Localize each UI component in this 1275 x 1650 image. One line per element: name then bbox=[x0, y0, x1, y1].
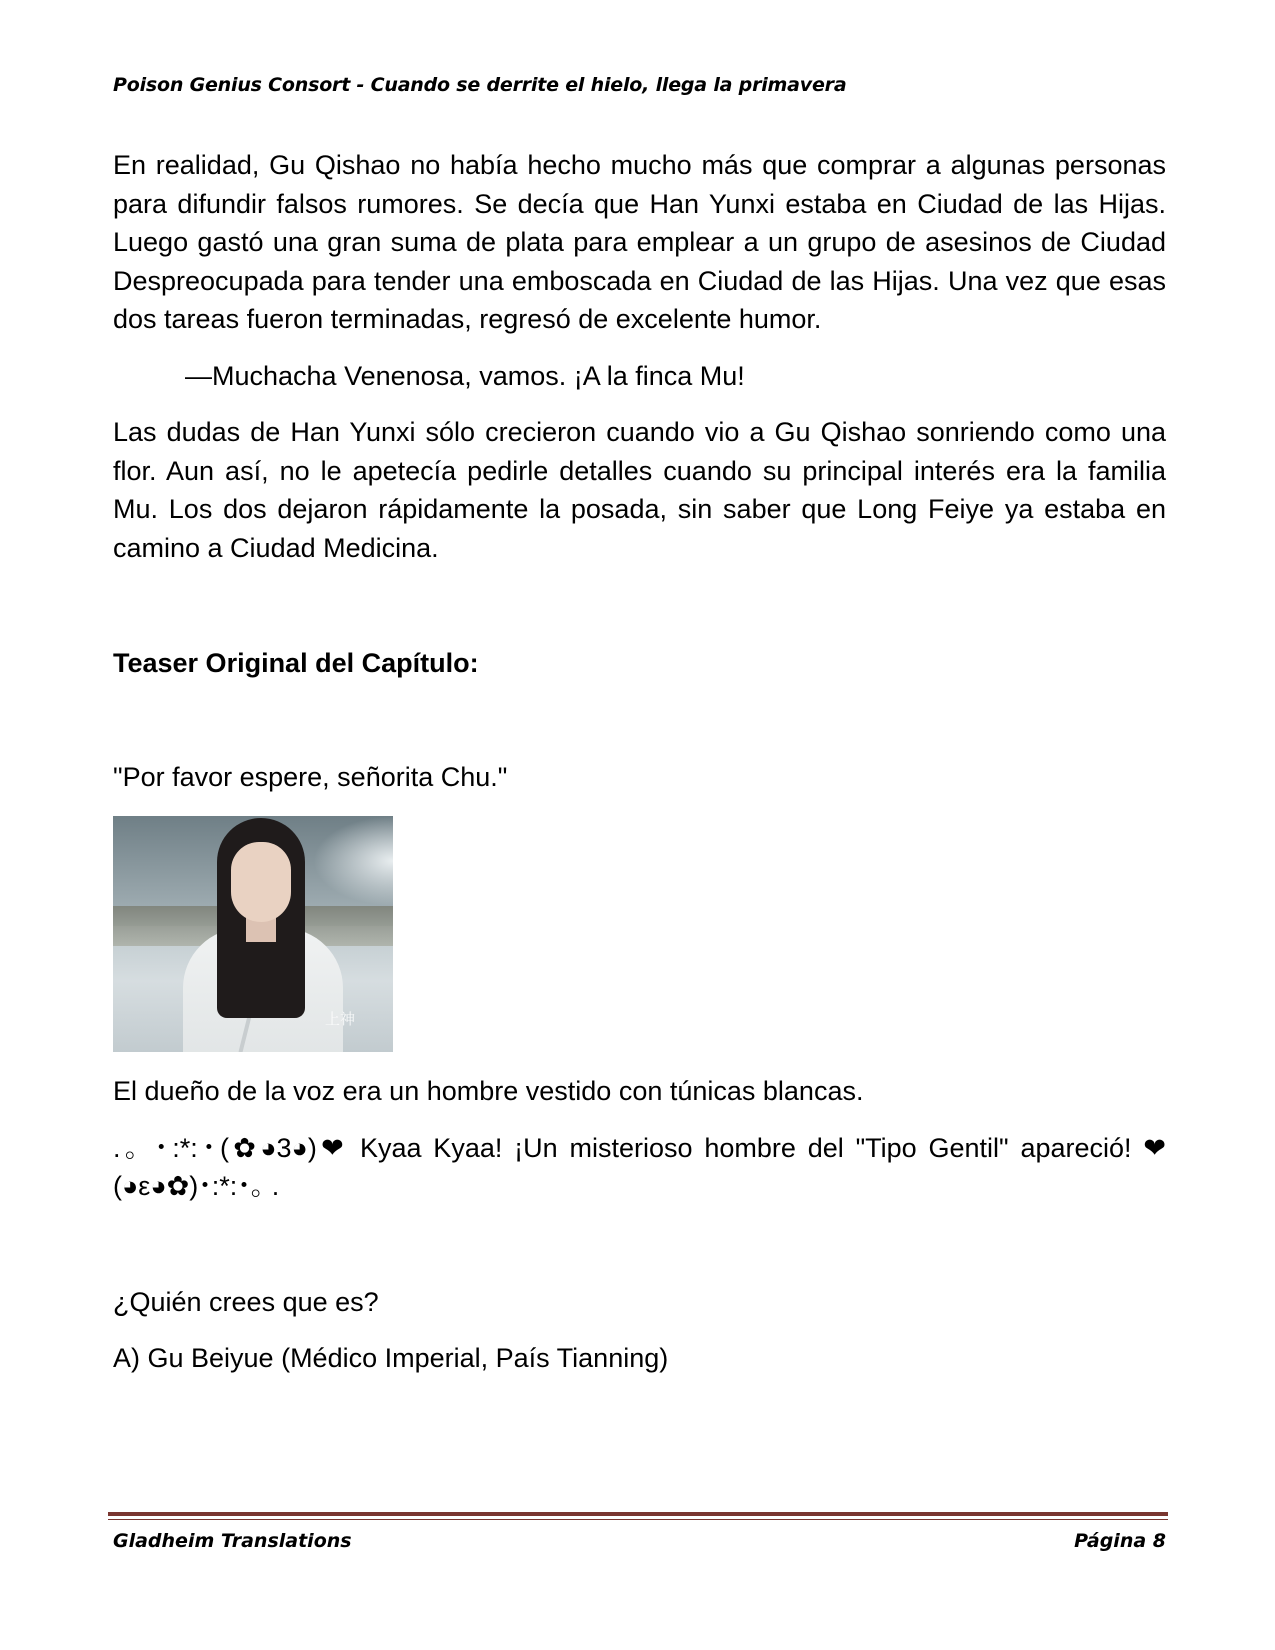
paragraph-narration-3: El dueño de la voz era un hombre vestido con túnicas blancas. bbox=[113, 1076, 864, 1106]
character-photo bbox=[113, 816, 393, 1052]
paragraph-narration-2: Las dudas de Han Yunxi sólo crecieron cuando vio a Gu Qishao sonriendo como una flor. Aun así, no le apetecía pedirle detalles cuando su principal interés era la familia Mu. Los dos dejaron rápidamente la posada, sin saber que Long Feiye ya estaba en camino a Ciudad Medicina. bbox=[113, 417, 1166, 563]
footer-page-number: Página 8 bbox=[1074, 1530, 1166, 1552]
question-line: ¿Quién crees que es? bbox=[113, 1286, 379, 1317]
footer-divider-thin bbox=[108, 1519, 1168, 1520]
paragraph-emoticon: .｡ ･:*:･(✿◕3◕)❤ Kyaa Kyaa! ¡Un misterioso hombre del "Tipo Gentil" apareció! ❤(◕ε◕✿)･:*:･｡ . bbox=[113, 1132, 1166, 1201]
section-heading: Teaser Original del Capítulo: bbox=[113, 648, 479, 678]
footer-translator: Gladheim Translations bbox=[113, 1530, 352, 1552]
option-a: A) Gu Beiyue (Médico Imperial, País Tianning) bbox=[113, 1343, 669, 1373]
paragraph-narration-1: En realidad, Gu Qishao no había hecho mucho más que comprar a algunas personas para difundir falsos rumores. Se decía que Han Yunxi estaba en Ciudad de las Hijas. Luego gastó una gran suma de plata para emplear a un grupo de asesinos de Ciudad Despreocupada para tender una emboscada en Ciudad de las Hijas. Una vez que esas dos tareas fueron terminadas, regresó de excelente humor. bbox=[113, 150, 1166, 334]
dialog-line: —Muchacha Venenosa, vamos. ¡A la finca Mu! bbox=[185, 360, 745, 391]
footer-divider bbox=[108, 1512, 1168, 1516]
quote-line: "Por favor espere, señorita Chu." bbox=[113, 761, 508, 792]
running-header: Poison Genius Consort - Cuando se derrite el hielo, llega la primavera bbox=[113, 74, 847, 96]
photo-watermark: 上神 bbox=[324, 1009, 355, 1028]
page-body bbox=[113, 146, 1166, 1378]
